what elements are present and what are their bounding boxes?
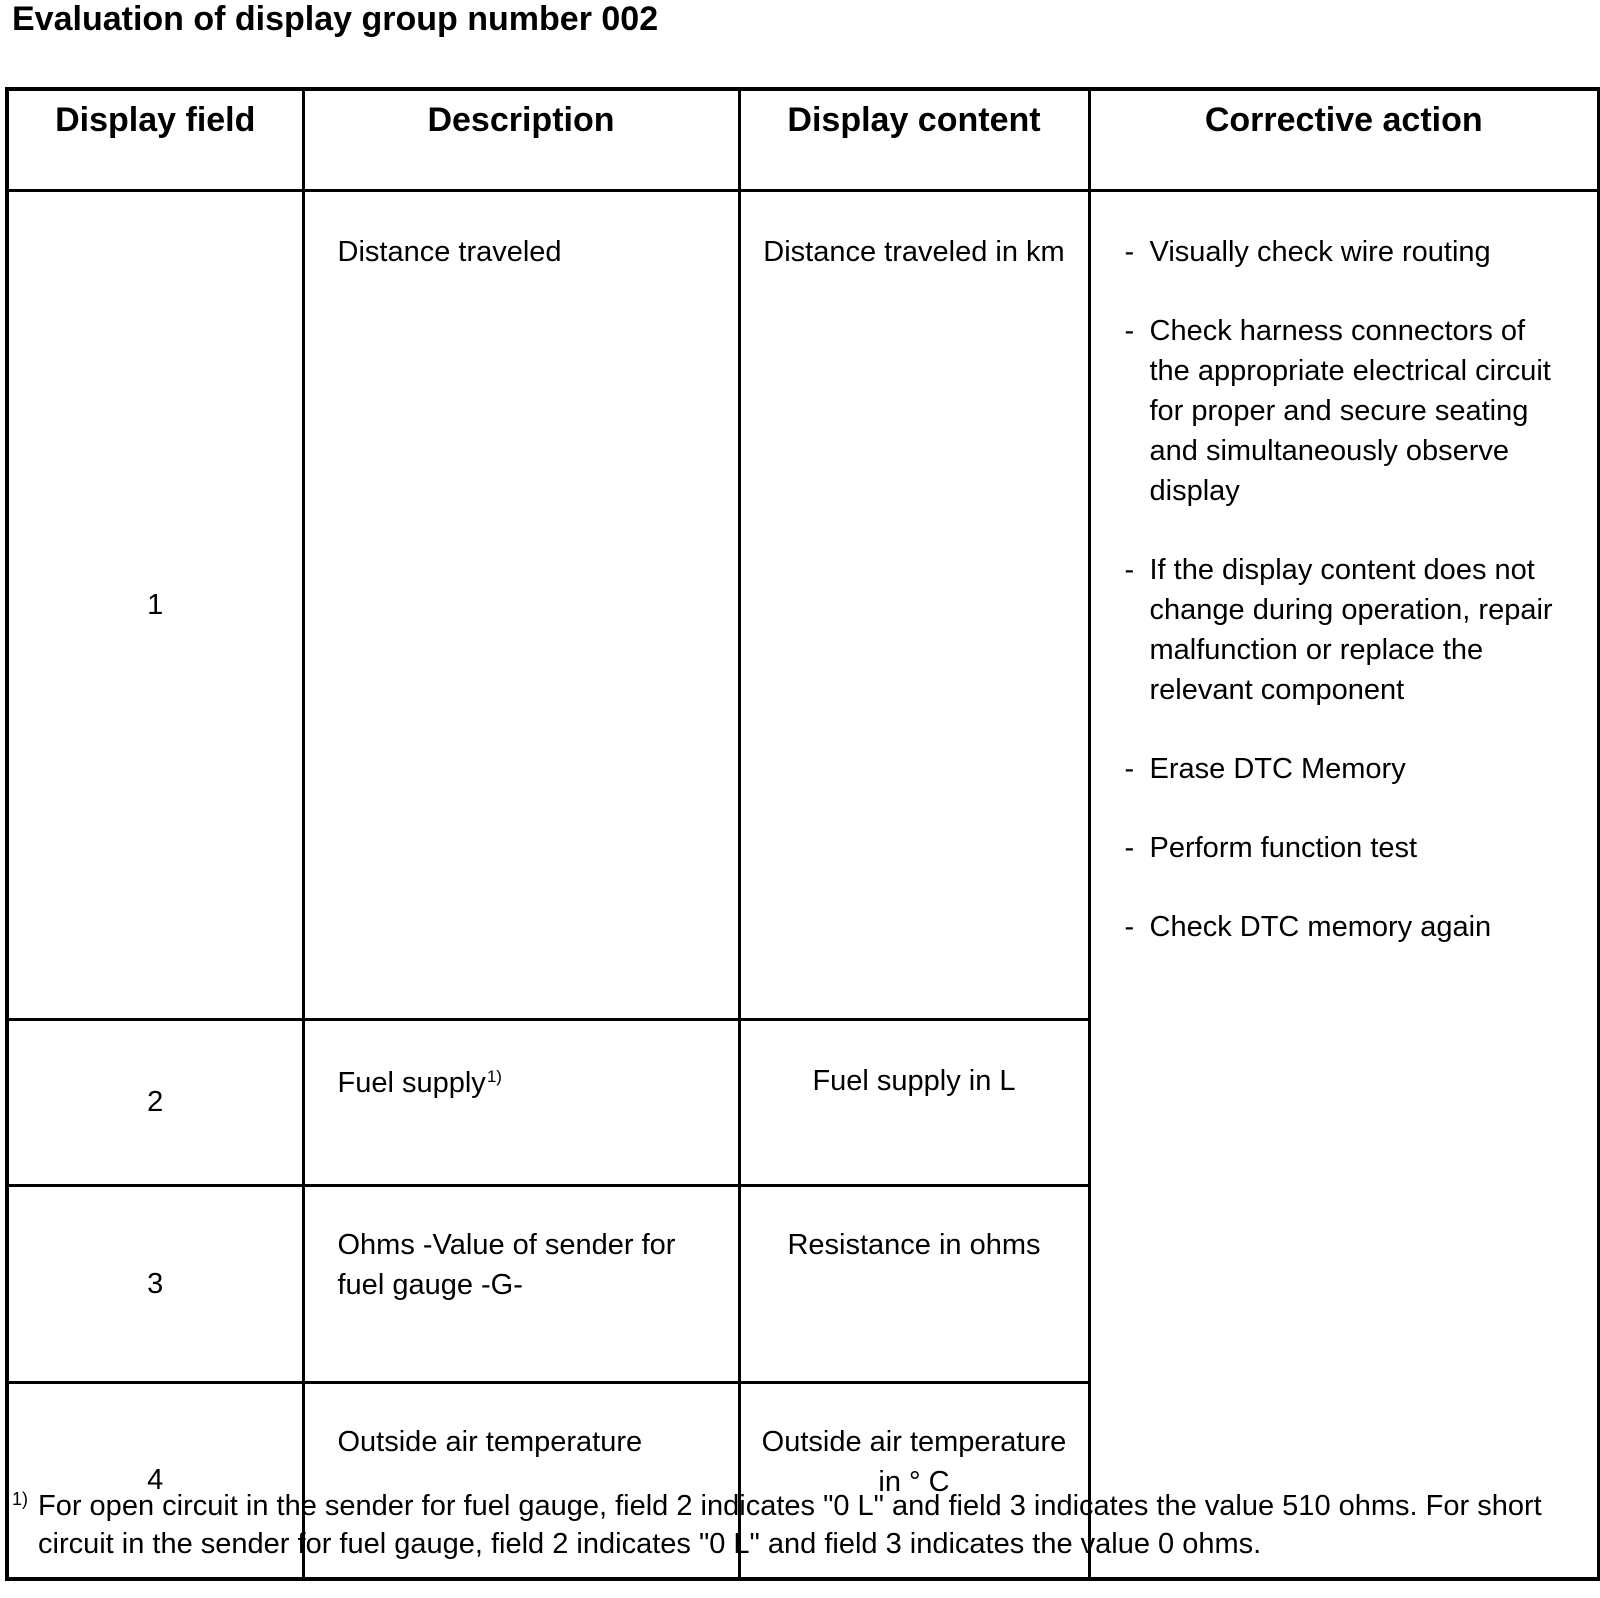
bullet-dash: -	[1124, 554, 1135, 586]
page-title: Evaluation of display group number 002	[12, 0, 659, 38]
footnote	[12, 1487, 1572, 1563]
bullet-dash: -	[1124, 236, 1135, 268]
footnote-text: For open circuit in the sender for fuel gauge, field 2 indicates "0 L" and field 3 indicates the value 510 ohms. For short circuit in the sender for fuel gauge, field 2 indicates "0 L" and field 3 indicates the value 0 ohms.	[38, 1490, 1542, 1560]
display-content-cell: Fuel supply in L	[739, 1020, 1089, 1186]
description-cell: Distance traveled	[303, 191, 739, 1020]
field-number: 1	[7, 191, 303, 1020]
header-display-field: Display field	[7, 89, 303, 191]
header-corrective-action: Corrective action	[1089, 89, 1599, 191]
bullet-dash: -	[1124, 753, 1135, 785]
corrective-action-list	[1125, 232, 1568, 947]
action-text: Perform function test	[1149, 832, 1418, 864]
action-text: Check harness connectors of the appropriate electrical circuit for proper and secure seating and simultaneously observe display	[1149, 315, 1551, 507]
header-description: Description	[303, 89, 739, 191]
bullet-dash: -	[1124, 911, 1135, 943]
list-item	[1125, 907, 1568, 947]
action-text: Erase DTC Memory	[1149, 753, 1406, 785]
list-item	[1125, 232, 1568, 272]
field-number: 3	[7, 1186, 303, 1383]
description-cell: Ohms -Value of sender for fuel gauge -G-	[303, 1186, 739, 1383]
description-cell	[303, 1020, 739, 1186]
corrective-action-cell	[1089, 191, 1599, 1580]
display-content-cell: Outside air temperature in ° C	[739, 1383, 1089, 1580]
display-content-cell: Distance traveled in km	[739, 191, 1089, 1020]
footnote-mark: 1)	[12, 1489, 29, 1509]
display-content-cell: Resistance in ohms	[739, 1186, 1089, 1383]
bullet-dash: -	[1124, 315, 1135, 347]
description-text: Fuel supply	[337, 1067, 486, 1099]
header-display-content: Display content	[739, 89, 1089, 191]
table-header-row	[7, 89, 1599, 191]
footnote-reference: 1)	[486, 1067, 502, 1086]
action-text: Visually check wire routing	[1149, 236, 1491, 268]
list-item	[1125, 550, 1568, 710]
action-text: If the display content does not change during operation, repair malfunction or replace the relevant component	[1149, 554, 1553, 706]
field-number: 2	[7, 1020, 303, 1186]
list-item	[1125, 828, 1568, 868]
list-item	[1125, 311, 1568, 511]
field-number: 4	[7, 1383, 303, 1580]
description-cell: Outside air temperature	[303, 1383, 739, 1580]
action-text: Check DTC memory again	[1149, 911, 1492, 943]
evaluation-table	[5, 87, 1600, 1581]
list-item	[1125, 749, 1568, 789]
table-row	[7, 191, 1599, 1020]
bullet-dash: -	[1124, 832, 1135, 864]
